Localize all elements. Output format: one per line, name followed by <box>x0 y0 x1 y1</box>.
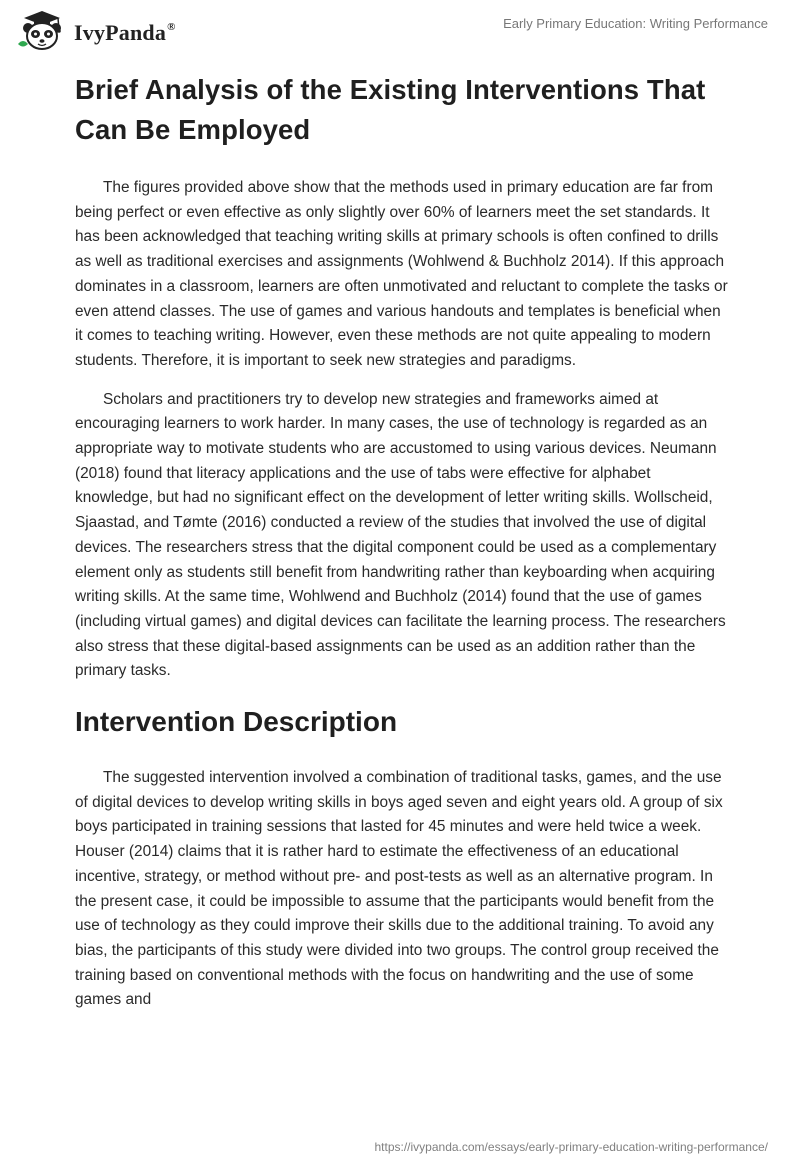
paragraph: The suggested intervention involved a combination of traditional tasks, games, and the use of digital devices to develop writing skills in boys aged seven and eight years old. A group of six boys participated in training sessions that lasted for 45 minutes and were held twice a week. Houser (2014) claims that it is rather hard to estimate the effectiveness of an educational incentive, strategy, or method without pre- and post-tests as well as an alternative program. In the present case, it could be impossible to assume that the participants would benefit from the use of technology as they could improve their skills due to the additional training. To avoid any bias, the participants of this study were divided into two groups. The control group received the training based on conventional methods with the focus on handwriting and the use of some games and <box>75 769 723 1009</box>
source-url[interactable]: https://ivypanda.com/essays/early-primary-education-writing-performance/ <box>374 1140 768 1154</box>
paragraph: The figures provided above show that the methods used in primary education are far from being perfect or even effective as only slightly over 60% of learners meet the set standards. It has been acknowledged that teaching writing skills at primary schools is often confined to drills as well as traditional exercises and assignments (Wohlwend & Buchholz 2014). If this approach dominates in a classroom, learners are often unmotivated and reluctant to complete the tasks or even attend classes. The use of games and various handouts and templates is beneficial when it comes to teaching writing. However, even these methods are not quite appealing to modern students. Therefore, it is important to seek new strategies and paradigms. <box>75 179 728 369</box>
brand-name: IvyPanda® <box>74 20 176 45</box>
section-heading-intervention: Intervention Description <box>75 706 398 738</box>
paragraph: Scholars and practitioners try to develop new strategies and frameworks aimed at encouraging learners to work harder. In many cases, the use of technology is regarded as an appropriate way to motivate students who are accustomed to using various devices. Neumann (2018) found that literacy applications and the use of tabs were effective for alphabet knowledge, but had no significant effect on the development of letter writing skills. Wollscheid, Sjaastad, and Tømte (2016) conducted a review of the studies that involved the use of digital devices. The researchers stress that the digital component could be used as a complementary element only as students still benefit from handwriting rather than keyboarding when acquiring writing skills. At the same time, Wohlwend and Buchholz (2014) found that the use of games (including virtual games) and digital devices can facilitate the learning process. The researchers also stress that these digital-based assignments can be used as an addition rather than the primary tasks. <box>75 390 726 680</box>
section-heading-analysis: Brief Analysis of the Existing Interventions That Can Be Employed <box>75 74 706 145</box>
ivypanda-logo[interactable] <box>14 8 176 54</box>
running-title: Early Primary Education: Writing Performance <box>503 16 768 31</box>
page-header <box>0 0 800 60</box>
panda-graduate-icon <box>14 8 72 54</box>
article-body <box>75 70 730 1027</box>
